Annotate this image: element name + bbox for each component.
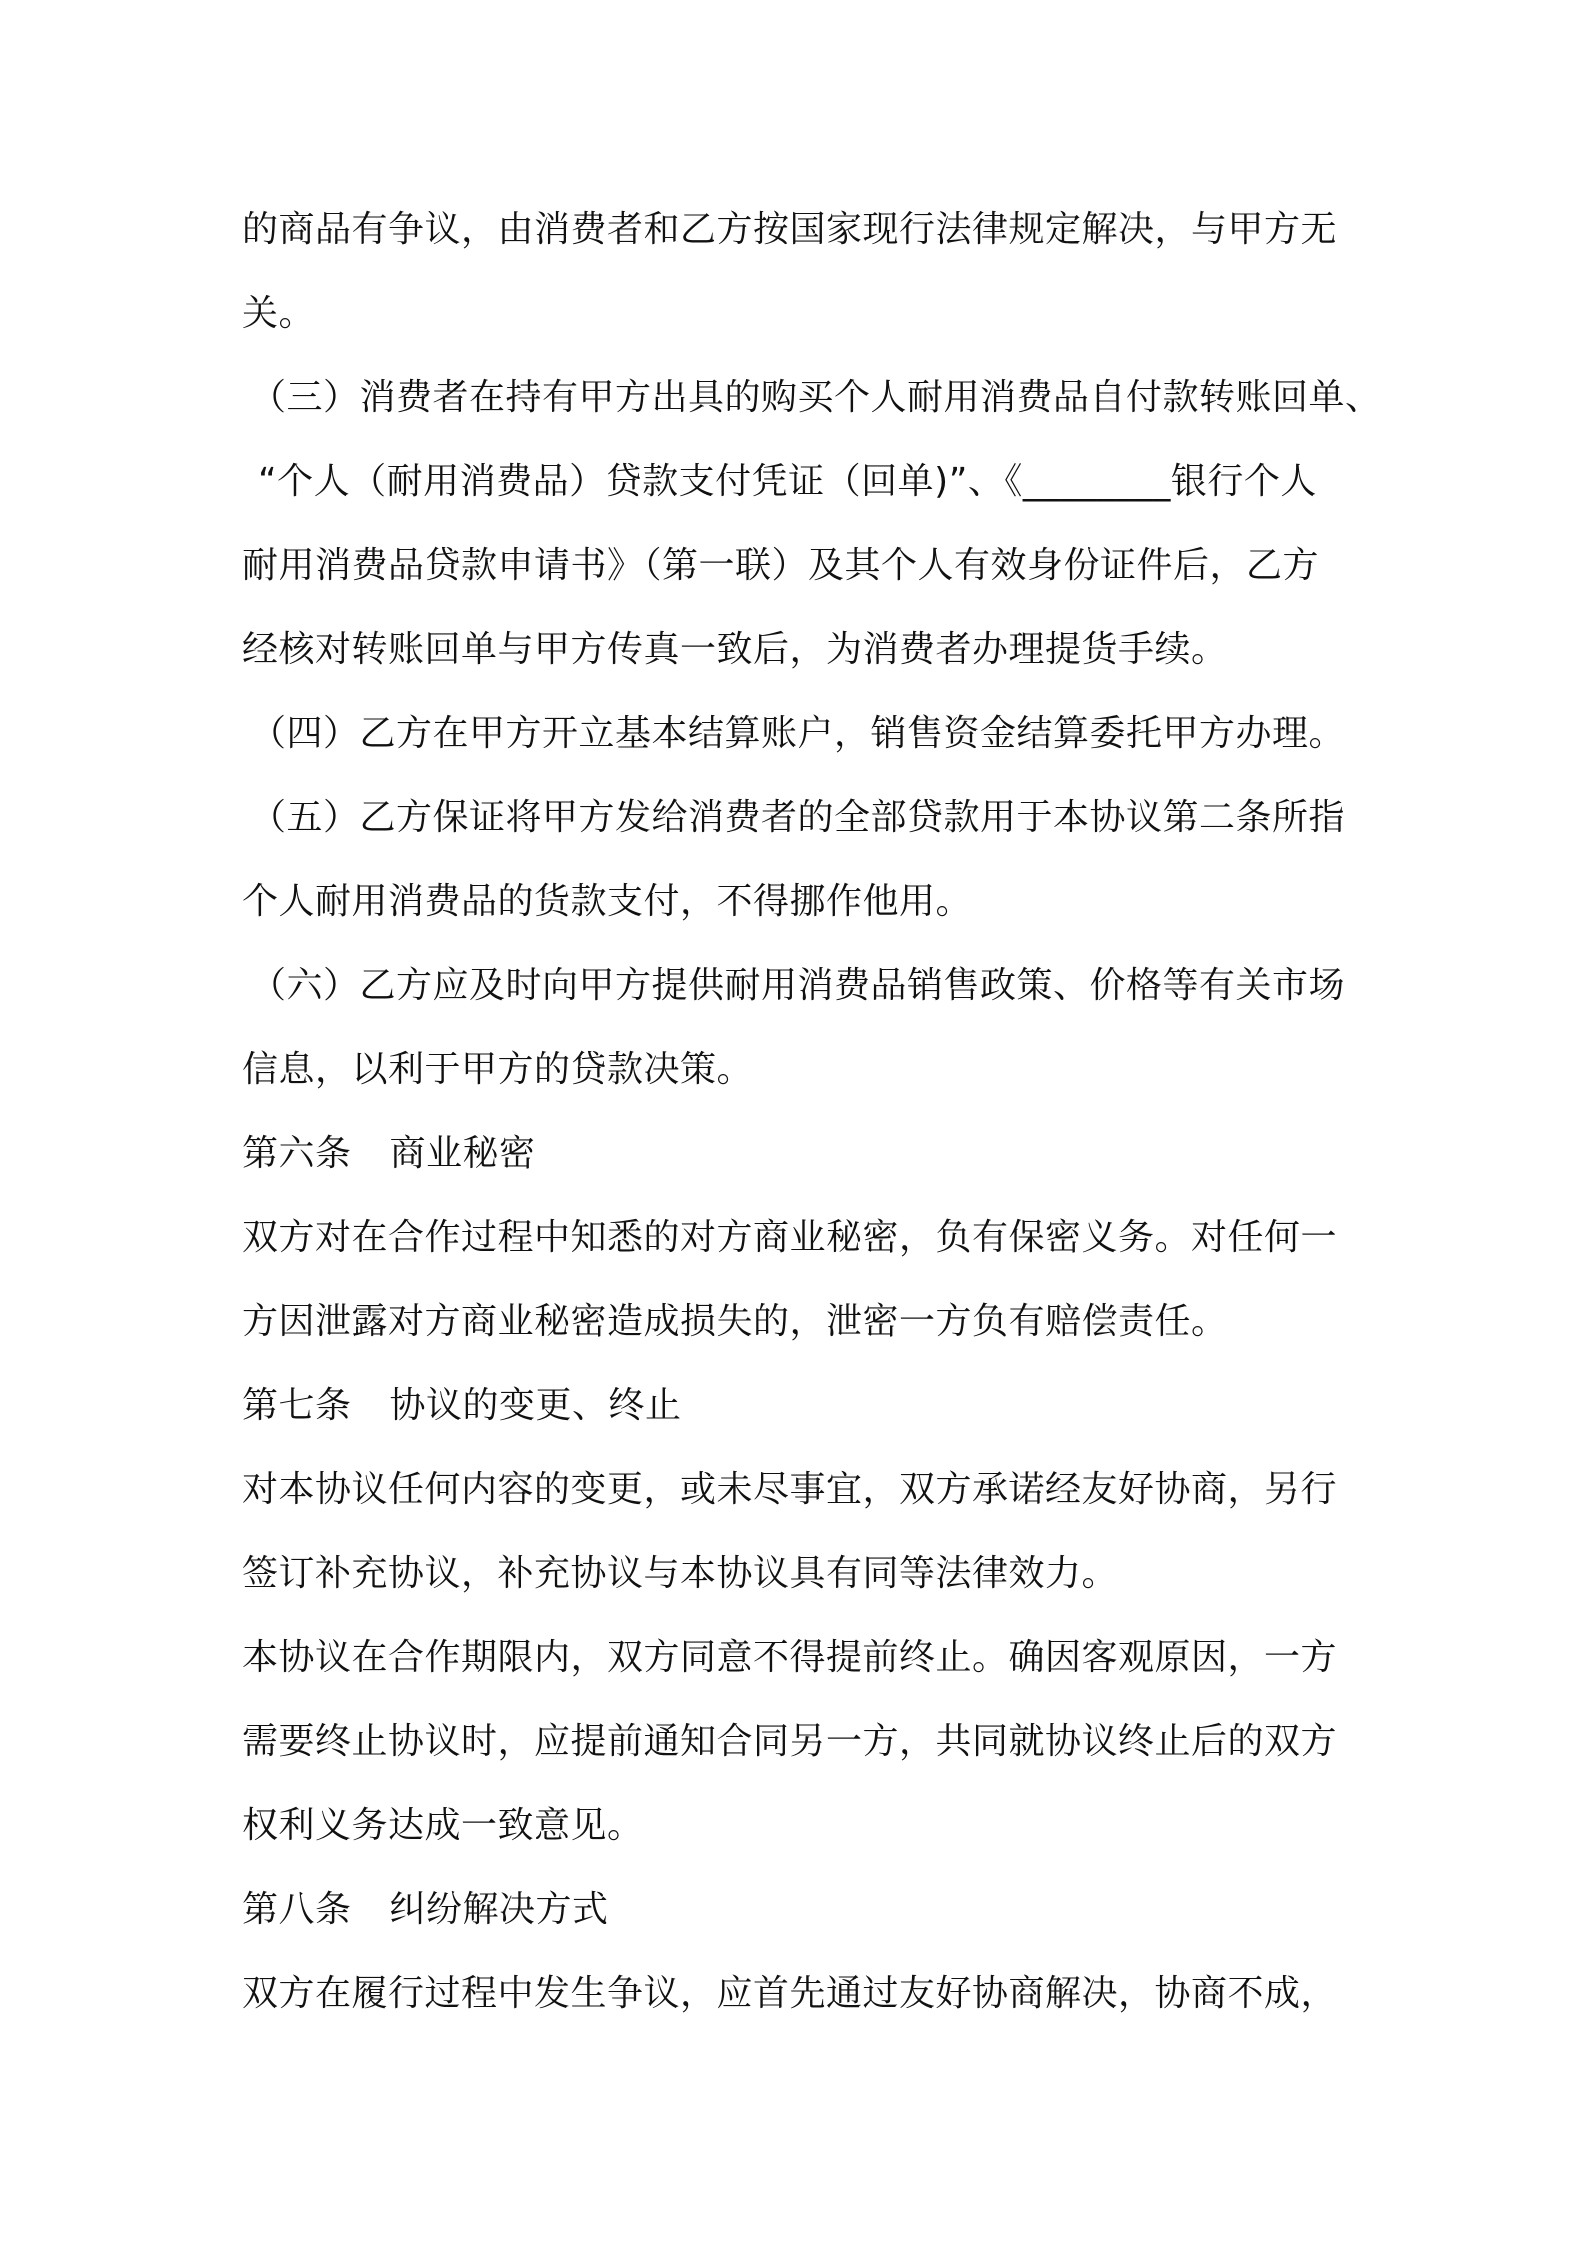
clause-3-line: “个人（耐用消费品）贷款支付凭证（回单)”、《________银行个人 — [258, 461, 1317, 502]
clause-3-line: 经核对转账回单与甲方传真一致后，为消费者办理提货手续。 — [242, 629, 1228, 670]
article-8-heading — [242, 1886, 1362, 1934]
article-7-text-line: 需要终止协议时，应提前通知合同另一方，共同就协议终止后的双方 — [242, 1721, 1338, 1762]
article-6-text-line: 双方对在合作过程中知悉的对方商业秘密，负有保密义务。对任何一 — [242, 1217, 1338, 1258]
clause-6-line: （六）乙方应及时向甲方提供耐用消费品销售政策、价格等有关市场 — [250, 965, 1346, 1006]
clause-4-line: （四）乙方在甲方开立基本结算账户，销售资金结算委托甲方办理。 — [250, 713, 1346, 754]
article-7-heading — [242, 1382, 1362, 1430]
article-7-number: 第七条 — [242, 1385, 352, 1426]
clause-5-line: （五）乙方保证将甲方发给消费者的全部贷款用于本协议第二条所指 — [250, 797, 1346, 838]
clause-6-line: 信息，以利于甲方的贷款决策。 — [242, 1049, 754, 1090]
article-8-text-line: 双方在履行过程中发生争议，应首先通过友好协商解决，协商不成， — [242, 1973, 1338, 2014]
article-7-text-line: 本协议在合作期限内，双方同意不得提前终止。确因客观原因，一方 — [242, 1637, 1338, 1678]
article-7-text-line: 权利义务达成一致意见。 — [242, 1805, 644, 1846]
article-6-text-line: 方因泄露对方商业秘密造成损失的，泄密一方负有赔偿责任。 — [242, 1301, 1228, 1342]
article-7-text-line: 对本协议任何内容的变更，或未尽事宜，双方承诺经友好协商，另行 — [242, 1469, 1338, 1510]
clause-5-line: 个人耐用消费品的货款支付，不得挪作他用。 — [242, 881, 973, 922]
article-7-text-line: 签订补充协议，补充协议与本协议具有同等法律效力。 — [242, 1553, 1119, 1594]
article-6-number: 第六条 — [242, 1133, 352, 1174]
article-8-title: 纠纷解决方式 — [389, 1889, 609, 1930]
article-6-heading — [242, 1130, 1362, 1178]
article-8-number: 第八条 — [242, 1889, 352, 1930]
clause-3-line: （三）消费者在持有甲方出具的购买个人耐用消费品自付款转账回单、 — [250, 377, 1382, 418]
clause-3-line: 耐用消费品贷款申请书》（第一联）及其个人有效身份证件后，乙方 — [242, 545, 1320, 586]
body-text-line: 的商品有争议，由消费者和乙方按国家现行法律规定解决，与甲方无 — [242, 209, 1338, 250]
article-6-title: 商业秘密 — [389, 1133, 536, 1174]
article-7-title: 协议的变更、终止 — [389, 1385, 682, 1426]
body-text-line: 关。 — [242, 293, 316, 334]
